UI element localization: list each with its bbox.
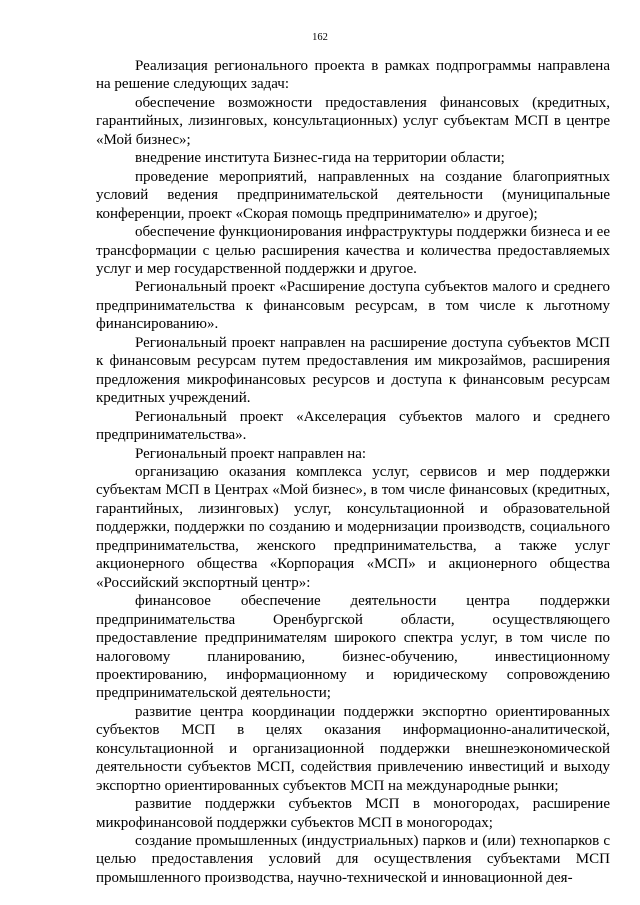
paragraph-item-services-complex: организацию оказания комплекса услуг, сервисов и мер поддержки субъектам МСП в Центрах «Мой бизнес», в том числе финансовых (кредитных, гарантийных, лизинговых) услуг, консультационной и образовательной поддержки, поддержки по созданию и модернизации производств, социального предпринимательства, женского предпринимательства, а также услуг акционерного общества «Корпорация «МСП» и акционерного общества «Российский экспортный центр»: — [96, 463, 610, 591]
paragraph-task-events: проведение мероприятий, направленных на создание благоприятных условий ведения предпринимательской деятельности (муниципальные конференции, проект «Скорая помощь предпринимателю» и другое); — [96, 168, 610, 222]
document-body — [96, 57, 610, 887]
paragraph-project-acceleration-goal: Региональный проект направлен на: — [135, 445, 367, 462]
paragraph-task-financial-services: обеспечение возможности предоставления финансовых (кредитных, гарантийных, лизинговых, консультационных) услуг субъектам МСП в центре «Мой бизнес»; — [96, 94, 610, 148]
paragraph-item-export-center: развитие центра координации поддержки экспортно ориентированных субъектов МСП в целях оказания информационно-аналитической, консультационной и организационной поддержки внешнеэкономической деятельности субъектов МСП, содействия привлечению инвестиций и выходу экспортно ориентированных субъектов МСП на международные рынки; — [96, 703, 610, 794]
paragraph-item-monotowns: развитие поддержки субъектов МСП в моногородах, расширение микрофинансовой поддержки субъектов МСП в моногородах; — [96, 796, 610, 831]
paragraph-project-acceleration: Региональный проект «Акселерация субъектов малого и среднего предпринимательства». — [96, 408, 610, 444]
page-number: 162 — [312, 32, 328, 43]
paragraph-task-business-guide: внедрение института Бизнес-гида на территории области; — [135, 150, 505, 167]
paragraph-project-finance-access: Региональный проект «Расширение доступа субъектов малого и среднего предпринимательства к финансовым ресурсам, в том числе к льготному финансированию». — [96, 279, 610, 333]
paragraph-intro: Реализация регионального проекта в рамках подпрограммы направлена на решение следующих задач: — [96, 58, 610, 93]
paragraph-item-support-center: финансовое обеспечение деятельности центра поддержки предпринимательства Оренбургской области, осуществляющего предоставление предпринимателям широкого спектра услуг, в том числе по налоговому планированию, бизнес-обучению, инвестиционному проектированию, информационному и юридическому сопровождению предпринимательской деятельности; — [96, 593, 610, 702]
paragraph-item-industrial-parks: создание промышленных (индустриальных) парков и (или) технопарков с целью предоставления условий для осуществления субъектами МСП промышленного производства, научно-технической и инновационной дея- — [96, 833, 610, 886]
paragraph-project-finance-goal: Региональный проект направлен на расширение доступа субъектов МСП к финансовым ресурсам путем предоставления им микрозаймов, расширения предложения микрофинансовых ресурсов и доступа к финансовым ресурсам кредитных учреждений. — [96, 334, 610, 407]
paragraph-task-infrastructure: обеспечение функционирования инфраструктуры поддержки бизнеса и ее трансформации с целью расширения качества и количества предоставляемых услуг и мер государственной поддержки и другое. — [96, 224, 610, 277]
